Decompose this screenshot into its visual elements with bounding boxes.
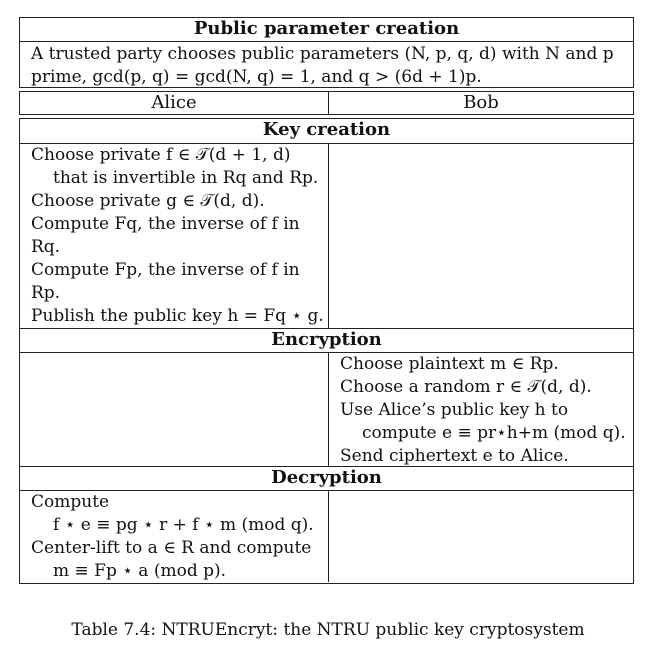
key-creation-step: that is invertible in Rq and Rp. <box>53 168 319 188</box>
encryption-step: Use Alice’s public key h to <box>340 400 569 420</box>
public-parameters-line: A trusted party chooses public parameters (N, p, q, d) with N and p <box>31 44 614 64</box>
key-creation-bob-cell <box>329 144 633 328</box>
decryption-alice-cell <box>20 491 329 582</box>
decryption-step: Compute <box>31 492 110 512</box>
public-parameters-line: prime, gcd(p, q) = gcd(N, q) = 1, and q > (6d + 1)p. <box>31 67 482 87</box>
key-creation-step: Choose private f ∈ 𝒯(d + 1, d) <box>31 145 291 165</box>
alice-column-header: Alice <box>20 92 329 114</box>
public-parameters-title: Public parameter creation <box>20 18 633 42</box>
encryption-step: Choose a random r ∈ 𝒯(d, d). <box>340 377 592 397</box>
key-creation-step: Publish the public key h = Fq ⋆ g. <box>31 306 324 326</box>
encryption-step: Choose plaintext m ∈ Rp. <box>340 354 559 374</box>
decryption-step: Center-lift to a ∈ R and compute <box>31 538 312 558</box>
decryption-step: m ≡ Fp ⋆ a (mod p). <box>53 561 227 581</box>
encryption-title: Encryption <box>20 329 633 353</box>
bob-column-header: Bob <box>463 92 499 113</box>
decryption-title: Decryption <box>20 467 633 491</box>
key-creation-alice-cell <box>20 144 329 328</box>
key-creation-step: Rq. <box>31 237 61 257</box>
key-creation-title: Key creation <box>20 119 633 144</box>
protocol-table <box>19 118 634 584</box>
decryption-step: f ⋆ e ≡ pg ⋆ r + f ⋆ m (mod q). <box>53 515 314 535</box>
table-caption: Table 7.4: NTRUEncryt: the NTRU public key cryptosystem <box>71 620 585 640</box>
encryption-step: compute e ≡ pr⋆h+m (mod q). <box>362 423 626 443</box>
key-creation-step: Compute Fq, the inverse of f in <box>31 214 300 234</box>
encryption-step: Send ciphertext e to Alice. <box>340 446 569 466</box>
key-creation-step: Choose private g ∈ 𝒯(d, d). <box>31 191 265 211</box>
key-creation-step: Rp. <box>31 283 61 303</box>
decryption-bob-cell <box>329 491 633 582</box>
key-creation-step: Compute Fp, the inverse of f in <box>31 260 300 280</box>
encryption-alice-cell <box>20 353 329 466</box>
encryption-bob-cell <box>329 353 633 466</box>
parties-header <box>19 91 634 115</box>
public-parameters-box <box>19 17 634 88</box>
